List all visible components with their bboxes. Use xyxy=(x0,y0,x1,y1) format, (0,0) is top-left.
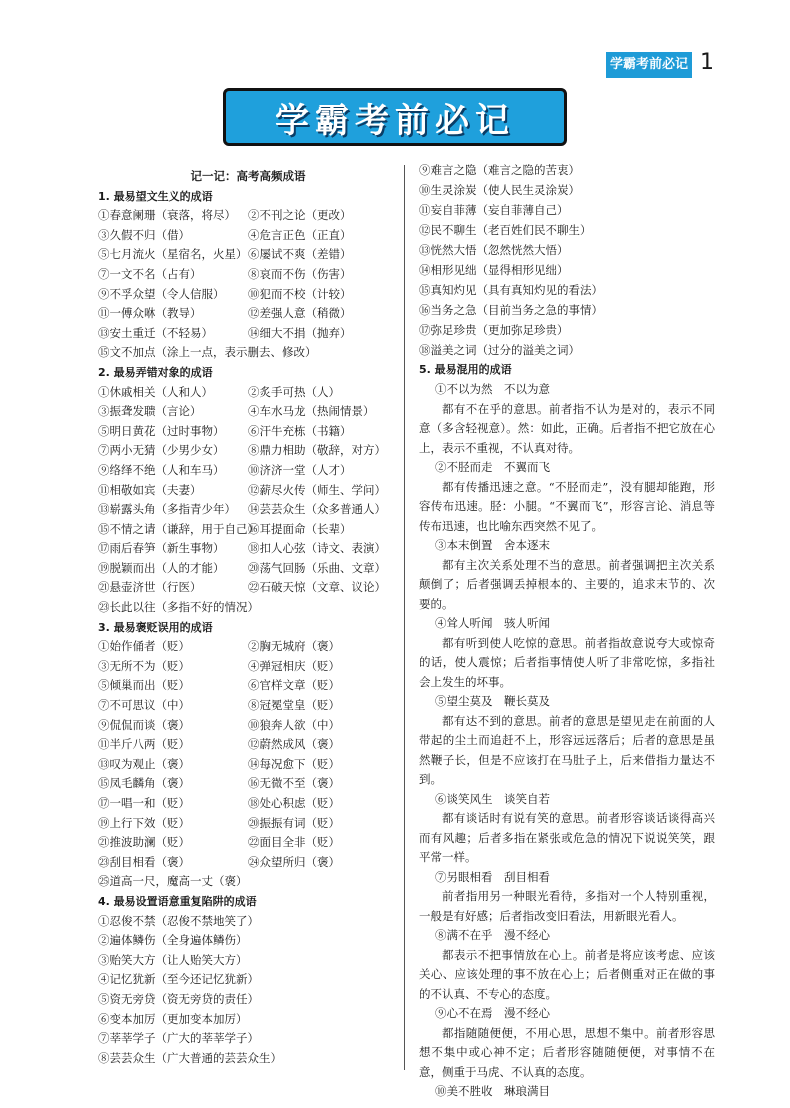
idiom-row xyxy=(98,422,398,442)
section-heading: 1. 最易望文生义的成语 xyxy=(98,189,213,203)
idiom-item: ⑦一文不名（占有） xyxy=(98,266,202,281)
idiom-item: ⑥官样文章（贬） xyxy=(248,678,340,693)
idiom-item: ⑰弥足珍贵（更加弥足珍贵） xyxy=(419,323,569,337)
idiom-entry xyxy=(419,380,715,458)
idiom-entry xyxy=(419,1004,715,1082)
idiom-item: ⑭芸芸众生（众多普通人） xyxy=(248,502,386,517)
idiom-item: ⑨侃侃而谈（褒） xyxy=(98,717,190,732)
idiom-item: ③振聋发聩（言论） xyxy=(98,404,202,419)
entry-body: 都有主次关系处理不当的意思。前者强调把主次关系颠倒了；后者强调丢掉根本的、主要的，追求末节的、次要的。 xyxy=(419,557,715,611)
idiom-item: ①休戚相关（人和人） xyxy=(98,384,213,399)
entry-title: ④耸人听闻 骇人听闻 xyxy=(435,616,550,630)
idiom-item: ⑤倾巢而出（贬） xyxy=(98,678,190,693)
idiom-item: ⑤明日黄花（过时事物） xyxy=(98,423,225,438)
idiom-item: ⑧鼎力相助（敬辞，对方） xyxy=(248,443,386,458)
entry-title: ⑧满不在乎 漫不经心 xyxy=(435,928,550,942)
idiom-row xyxy=(98,696,398,716)
subtitle: 记一记：高考高频成语 xyxy=(190,169,306,183)
idiom-row xyxy=(98,716,398,736)
idiom-item: ⑫差强人意（稍微） xyxy=(248,306,352,321)
idiom-item: ⑯耳提面命（长辈） xyxy=(248,521,352,536)
idiom-item: ⑮不情之请（谦辞，用于自己） xyxy=(98,521,259,536)
idiom-item: ⑬叹为观止（褒） xyxy=(98,756,190,771)
idiom-item: ⑱处心积虑（贬） xyxy=(248,796,340,810)
idiom-item: ③久假不归（借） xyxy=(98,227,190,242)
idiom-item: ⑩狼奔人欲（中） xyxy=(248,717,340,732)
idiom-row xyxy=(98,324,398,344)
idiom-item: ④车水马龙（热闹情景） xyxy=(248,404,375,419)
idiom-row xyxy=(98,833,398,853)
idiom-item: ⑪相敬如宾（夫妻） xyxy=(98,482,202,497)
idiom-item: ⑫民不聊生（老百姓们民不聊生） xyxy=(419,223,592,237)
idiom-item: ⑤资无旁贷（资无旁贷的责任） xyxy=(98,991,259,1006)
entry-title: ②不胫而走 不翼而飞 xyxy=(435,460,550,474)
idiom-row xyxy=(98,814,398,834)
entry-title: ⑥谈笑风生 谈笑自若 xyxy=(435,791,550,806)
idiom-item: ④记忆犹新（至今还记忆犹新） xyxy=(98,972,259,987)
idiom-item: ①忍俊不禁（忍俊不禁地笑了） xyxy=(98,913,259,928)
idiom-item: ⑮凤毛麟角（褒） xyxy=(98,776,190,791)
entry-body: 都有听到使人吃惊的意思。前者指故意说夸大或惊奇的话，使人震惊；后者指事情使人听了非常吃惊，多指社会上发生的坏事。 xyxy=(419,635,715,689)
entry-title: ⑤望尘莫及 鞭长莫及 xyxy=(435,694,550,708)
idiom-item: ⑪妄自菲薄（妄自菲薄自己） xyxy=(419,203,569,217)
idiom-item: ⑬安土重迁（不轻易） xyxy=(98,325,213,340)
column-divider xyxy=(404,165,405,1070)
idiom-item: ⑫薪尽火传（师生、学问） xyxy=(248,482,386,497)
idiom-item: ⑰雨后春笋（新生事物） xyxy=(98,541,225,556)
idiom-row xyxy=(98,461,398,481)
idiom-item: ⑨不孚众望（令人信服） xyxy=(98,286,225,301)
idiom-item: ⑩济济一堂（人才） xyxy=(248,462,352,477)
idiom-item: ⑤七月流火（星宿名，火星） xyxy=(98,247,248,262)
idiom-row xyxy=(98,245,398,265)
title-banner xyxy=(223,88,567,146)
idiom-entry xyxy=(419,1082,715,1102)
idiom-item: ⑨难言之隐（难言之隐的苦衷） xyxy=(419,163,580,177)
entry-title: ⑩美不胜收 琳琅满目 xyxy=(435,1084,550,1098)
idiom-row xyxy=(98,637,398,657)
idiom-item: ㉕道高一尺，魔高一丈（褒） xyxy=(98,874,248,889)
idiom-row xyxy=(98,383,398,403)
repetition-list-continued xyxy=(419,160,715,360)
section-tag: 学霸考前必记 xyxy=(606,52,692,78)
right-column xyxy=(419,160,715,1102)
idiom-entry xyxy=(419,926,715,1004)
idiom-row xyxy=(98,539,398,559)
idiom-entry xyxy=(419,458,715,536)
idiom-item: ①春意阑珊（衰落，将尽） xyxy=(98,208,236,223)
idiom-item: ③贻笑大方（让人贻笑大方） xyxy=(98,952,248,967)
idiom-row xyxy=(98,735,398,755)
idiom-item: ⑩犯而不校（计较） xyxy=(248,286,352,301)
idiom-item: ⑬恍然大悟（忽然恍然大悟） xyxy=(419,243,569,257)
idiom-row xyxy=(98,774,398,794)
idiom-row xyxy=(98,500,398,520)
idiom-entry xyxy=(419,790,715,868)
idiom-row xyxy=(98,441,398,461)
idiom-item: ③无所不为（贬） xyxy=(98,658,190,673)
entry-title: ①不以为然 不以为意 xyxy=(435,382,550,396)
section-heading: 3. 最易褒贬误用的成语 xyxy=(98,620,213,634)
idiom-item: ⑧哀而不伤（伤害） xyxy=(248,266,352,281)
idiom-item: ⑦两小无猜（少男少女） xyxy=(98,443,225,458)
idiom-item: ⑲上行下效（贬） xyxy=(98,815,190,830)
entry-title: ⑦另眼相看 刮目相看 xyxy=(435,869,550,884)
section-heading: 4. 最易设置语意重复陷阱的成语 xyxy=(98,894,257,908)
page-number: 1 xyxy=(700,50,714,75)
idiom-item: ⑳荡气回肠（乐曲、文章） xyxy=(248,560,386,575)
idiom-row xyxy=(98,285,398,305)
idiom-row xyxy=(98,794,398,814)
idiom-item: ⑯当务之急（目前当务之急的事情） xyxy=(419,303,603,317)
idiom-item: ⑦不可思议（中） xyxy=(98,698,190,713)
idiom-item: ⑧芸芸众生（广大普通的芸芸众生） xyxy=(98,1050,282,1065)
idiom-item: ⑮真知灼见（具有真知灼见的看法） xyxy=(419,283,603,297)
idiom-item: ⑭相形见绌（显得相形见绌） xyxy=(419,263,569,277)
idiom-item: ⑨络绎不绝（人和车马） xyxy=(98,462,225,477)
idiom-row xyxy=(98,265,398,285)
idiom-item: ⑭每况愈下（贬） xyxy=(248,756,340,771)
idiom-item: ②胸无城府（褒） xyxy=(248,639,340,654)
idiom-item: ⑧冠冕堂皇（贬） xyxy=(248,698,340,713)
idiom-row xyxy=(98,853,398,873)
entry-body: 都指随随便便，不用心思，思想不集中。前者形容思想不集中或心神不定；后者形容随随便便，对事情不在意，侧重于马虎、不认真的态度。 xyxy=(419,1025,715,1079)
entry-title: ⑨心不在焉 漫不经心 xyxy=(435,1006,550,1020)
left-column xyxy=(98,167,398,1068)
confusable-idioms-list xyxy=(419,380,715,1102)
idiom-row xyxy=(98,206,398,226)
idiom-item: ④危言正色（正直） xyxy=(248,227,352,242)
idiom-entry xyxy=(419,868,715,927)
idiom-row xyxy=(98,559,398,579)
idiom-item: ①始作俑者（贬） xyxy=(98,639,190,654)
entry-body: 都有不在乎的意思。前者指不认为是对的，表示不同意（多含轻视意）。然：如此，正确。后者指不把它放在心上，表示不重视，不认真对待。 xyxy=(419,401,715,455)
idiom-row xyxy=(98,402,398,422)
idiom-item: ②炙手可热（人） xyxy=(248,384,340,399)
idiom-item: ⑥变本加厉（更加变本加厉） xyxy=(98,1011,248,1026)
entry-body: 都有谈话时有说有笑的意思。前者形容谈话谈得高兴而有风趣；后者多指在紧张或危急的情况下说说笑笑，跟平常一样。 xyxy=(419,811,715,864)
idiom-item: ㉒面目全非（贬） xyxy=(248,835,340,850)
idiom-item: ⑳振振有词（贬） xyxy=(248,815,340,830)
idiom-item: ⑯无微不至（褒） xyxy=(248,776,340,791)
idiom-row xyxy=(98,226,398,246)
idiom-item: ⑪半斤八两（贬） xyxy=(98,737,190,752)
idiom-item: ⑥屡试不爽（差错） xyxy=(248,247,352,262)
idiom-item: ⑥汗牛充栋（书籍） xyxy=(248,423,352,438)
section-heading: 5. 最易混用的成语 xyxy=(419,363,512,376)
idiom-item: ㉔众望所归（褒） xyxy=(248,854,340,869)
idiom-item: ⑭细大不捐（抛弃） xyxy=(248,325,352,340)
idiom-item: ⑲脱颖而出（人的才能） xyxy=(98,560,225,575)
idiom-item: ⑦莘莘学子（广大的莘莘学子） xyxy=(98,1031,259,1046)
idiom-entry xyxy=(419,536,715,614)
idiom-item: ㉑推波助澜（贬） xyxy=(98,835,190,850)
entry-body: 都有达不到的意思。前者的意思是望见走在前面的人带起的尘土而追赶不上，形容远远落后；后者的意思是虽然鞭子长，但是不应该打在马肚子上，后来借指力量达不到。 xyxy=(419,713,715,786)
idiom-item: ㉓长此以往（多指不好的情况） xyxy=(98,600,259,615)
idiom-item: ⑩生灵涂炭（使人民生灵涂炭） xyxy=(419,183,580,197)
entry-body: 都有传播迅速之意。“不胫而走”，没有腿却能跑，形容传布迅速。胫：小腿。“不翼而飞”，形容言论、消息等传布迅速，也比喻东西突然不见了。 xyxy=(419,479,715,533)
idiom-item: ㉑悬壶济世（行医） xyxy=(98,580,202,595)
banner-title: 学霸考前必记 xyxy=(275,100,515,141)
idiom-item: ⑰一唱一和（贬） xyxy=(98,796,190,810)
section-heading: 2. 最易弄错对象的成语 xyxy=(98,365,213,379)
idiom-item: ②遍体鳞伤（全身遍体鳞伤） xyxy=(98,933,248,948)
idiom-item: ⑬崭露头角（多指青少年） xyxy=(98,502,236,517)
idiom-row xyxy=(98,481,398,501)
idiom-row xyxy=(98,755,398,775)
idiom-row xyxy=(98,657,398,677)
entry-body: 前者指用另一种眼光看待，多指对一个人特别重视，一般是有好感；后者指改变旧看法，用新眼光看人。 xyxy=(419,889,715,923)
idiom-entry xyxy=(419,692,715,790)
idiom-item: ④弹冠相庆（贬） xyxy=(248,658,340,673)
idiom-row xyxy=(98,520,398,540)
idiom-item: ⑫蔚然成风（褒） xyxy=(248,737,340,752)
idiom-item: ②不刊之论（更改） xyxy=(248,208,352,223)
idiom-item: ⑪一傅众咻（教导） xyxy=(98,306,202,321)
entry-title: ③本末倒置 舍本逐末 xyxy=(435,538,550,552)
idiom-item: ⑮文不加点（涂上一点，表示删去、修改） xyxy=(98,345,317,360)
idiom-item: ⑱扣人心弦（诗文、表演） xyxy=(248,541,386,556)
idiom-item: ⑱溢美之词（过分的溢美之词） xyxy=(419,343,580,357)
idiom-entry xyxy=(419,614,715,692)
idiom-row xyxy=(98,676,398,696)
idiom-row xyxy=(98,304,398,324)
entry-body: 都表示不把事情放在心上。前者是将应该考虑、应该关心、应该处理的事不放在心上；后者侧重对正在做的事的不认真、不专心的态度。 xyxy=(419,947,715,1001)
idiom-item: ㉓刮目相看（褒） xyxy=(98,854,190,869)
idiom-item: ㉒石破天惊（文章、议论） xyxy=(248,580,386,595)
idiom-row xyxy=(98,578,398,598)
